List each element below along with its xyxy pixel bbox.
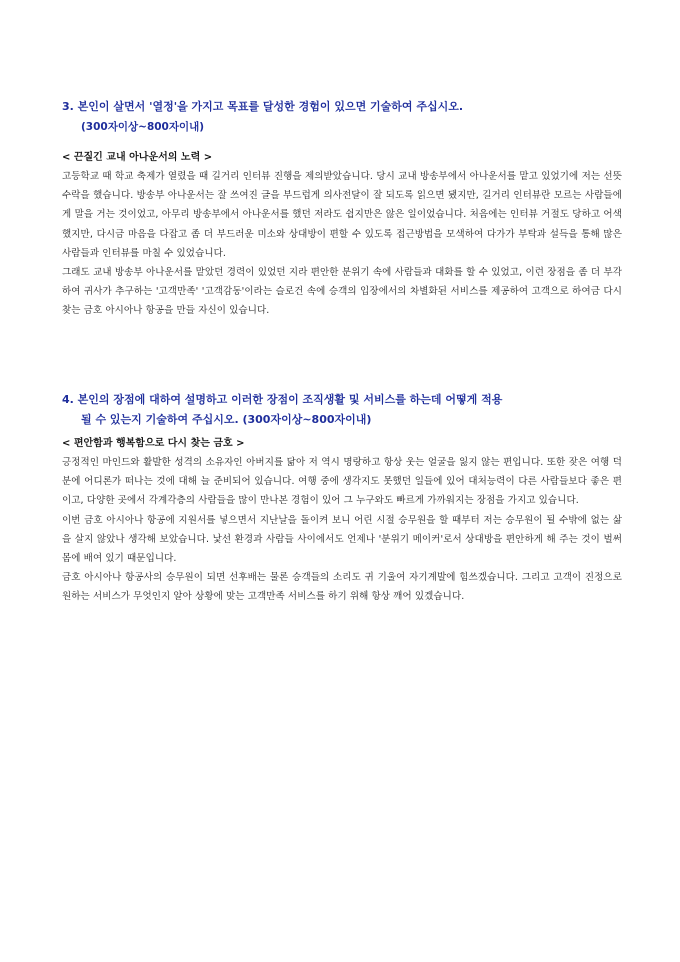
question-4-section [62, 390, 622, 607]
answer-4-heading: < 편안함과 행복함으로 다시 찾는 금호 > [62, 438, 245, 449]
question-4-title-line-1: 4. 본인의 장점에 대하여 설명하고 이러한 장점이 조직생활 및 서비스를 하는데 어떻게 적용 [62, 393, 503, 406]
answer-3-heading: < 끈질긴 교내 아나운서의 노력 > [62, 152, 213, 163]
answer-4-paragraph-1: 긍정적인 마인드와 활발한 성격의 소유자인 아버지를 닮아 저 역시 명랑하고 항상 웃는 얼굴을 잃지 않는 편입니다. 또한 잦은 여행 덕분에 어디론가 떠나는 것에 대해 늘 준비되어 있습니다. 여행 중에 생각지도 못했던 일들에 있어 대처능력이 다른 사람들보다 좋은 편이고, 다양한 곳에서 각계각층의 사람들을 많이 만나본 경험이 있어 그 누구와도 빠르게 가까워지는 장점을 가지고 있습니다. [62, 457, 622, 507]
answer-4-paragraph-2: 이번 금호 아시아나 항공에 지원서를 넣으면서 지난날을 돌이켜 보니 어린 시절 승무원을 할 때부터 저는 승무원이 될 수밖에 없는 삶을 살지 않았나 생각해 보았습니다. 낯선 환경과 사람들 사이에서도 언제나 '분위기 메이커'로서 상대방을 편안하게 해 주는 것이 벌써 몸에 배여 있기 때문입니다. [62, 514, 622, 565]
question-3-section [62, 97, 622, 321]
question-4-title-line-2: 될 수 있는지 기술하여 주십시오. (300자이상~800자이내) [81, 413, 372, 426]
question-3-length-requirement: (300자이상~800자이내) [81, 121, 205, 133]
question-3-title: 3. 본인이 살면서 '열정'을 가지고 목표를 달성한 경험이 있으면 기술하여 주십시오. [62, 100, 464, 113]
question-4-title [62, 390, 622, 430]
answer-4-paragraph-3: 금호 아시아나 항공사의 승무원이 되면 선후배는 물론 승객들의 소리도 귀 기울여 자기계발에 힘쓰겠습니다. 그리고 고객이 진정으로 원하는 서비스가 무엇인지 알아 상황에 맞는 고객만족 서비스를 하기 위해 항상 깨어 있겠습니다. [62, 572, 622, 603]
answer-3-paragraph-2: 그래도 교내 방송부 아나운서를 맡았던 경력이 있었던 지라 편안한 분위기 속에 사람들과 대화를 할 수 있었고, 이런 장점을 좀 더 부각하여 귀사가 추구하는 '고객만족' '고객감동'이라는 슬로건 속에 승객의 입장에서의 차별화된 서비스를 제공하여 고객으로 하여금 다시 찾는 금호 아시아나 항공을 만들 자신이 있습니다. [62, 267, 622, 317]
answer-3-paragraph-1: 고등학교 때 학교 축제가 열렸을 때 길거리 인터뷰 진행을 제의받았습니다. 당시 교내 방송부에서 아나운서를 맡고 있었기에 저는 선뜻 수락을 했습니다. 방송부 아나운서는 잘 쓰여진 글을 부드럽게 의사전달이 잘 되도록 읽으면 됐지만, 길거리 인터뷰란 모르는 사람들에게 말을 거는 것이었고, 아무리 방송부에서 아나운서를 했던 저라도 쉽지만은 않은 일이었습니다. 처음에는 인터뷰 거절도 당하고 어색했지만, 다시금 마음을 다잡고 좀 더 부드러운 미소와 상대방이 편할 수 있도록 접근방법을 모색하여 다가가 부탁과 설득을 통해 많은 사람들과 인터뷰를 마칠 수 있었습니다. [62, 171, 622, 259]
